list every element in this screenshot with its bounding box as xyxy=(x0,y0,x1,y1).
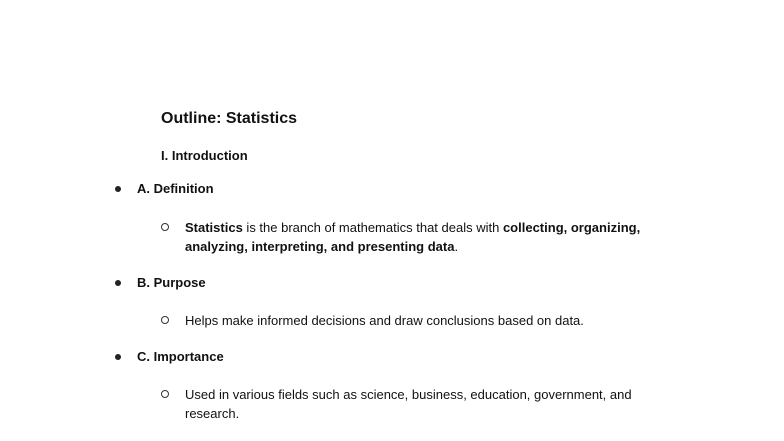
list-item-label: A. Definition xyxy=(137,181,214,196)
circle-bullet-icon xyxy=(161,223,169,231)
list-item-importance xyxy=(113,349,224,364)
sub-item-purpose xyxy=(160,311,680,330)
definition-text-2: . xyxy=(454,239,459,254)
circle-bullet-icon xyxy=(161,316,169,324)
sub-item-text: Used in various fields such as science, business, education, government, and research. xyxy=(185,387,632,421)
sub-item-text xyxy=(185,218,680,256)
bullet-icon xyxy=(115,280,121,286)
sub-item-definition xyxy=(160,218,680,256)
bullet-icon xyxy=(115,186,121,192)
sub-item-importance xyxy=(160,385,680,423)
page-title: Outline: Statistics xyxy=(161,110,298,127)
list-item-label: C. Importance xyxy=(137,349,224,364)
term-text: Statistics xyxy=(185,220,243,235)
circle-bullet-icon xyxy=(161,390,169,398)
list-item-purpose xyxy=(113,275,206,290)
list-item-label: B. Purpose xyxy=(137,275,206,290)
bullet-icon xyxy=(115,354,121,360)
definition-text-1: is the branch of mathematics that deals with xyxy=(242,220,503,235)
definition-emphasis: collecting, organizing, analyzing, interpreting, and presenting data xyxy=(185,220,641,254)
list-item-definition xyxy=(113,181,214,196)
sub-item-text: Helps make informed decisions and draw conclusions based on data. xyxy=(185,313,584,328)
section-heading: I. Introduction xyxy=(161,148,248,163)
